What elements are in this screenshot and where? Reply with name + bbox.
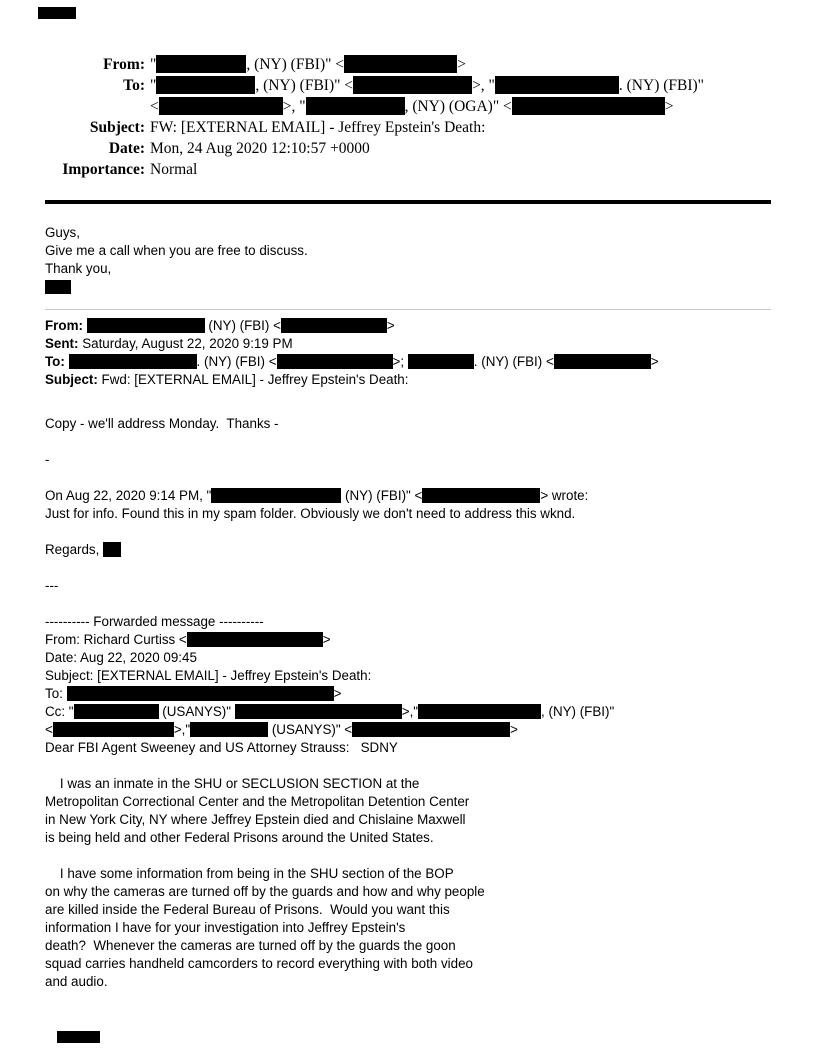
text-line	[45, 353, 771, 371]
text-run: and audio.	[45, 973, 108, 989]
redaction-bar	[422, 488, 540, 503]
text-run: Subject: [EXTERNAL EMAIL] - Jeffrey Epstein's Death:	[45, 667, 372, 683]
text-line	[45, 649, 771, 667]
redaction-bar	[418, 704, 541, 719]
header-label-to: To:	[123, 77, 145, 94]
quoted-email-header	[45, 317, 771, 389]
text-run: >	[664, 98, 674, 115]
text-run: Just for info. Found this in my spam folder. Obviously we don't need to address this wknd.	[45, 505, 576, 521]
header-value-importance	[150, 159, 771, 180]
redaction-bar	[495, 76, 619, 94]
header-divider-rule	[45, 200, 771, 204]
redaction-bar	[353, 76, 472, 94]
text-line	[45, 613, 771, 631]
text-run: >	[457, 56, 466, 73]
text-line	[45, 260, 771, 278]
field-label: Sent:	[45, 335, 83, 351]
header-label-from: From:	[103, 56, 145, 73]
text-line	[45, 901, 771, 919]
text-run: >	[386, 317, 395, 333]
redaction-bar	[352, 722, 510, 737]
redaction-bar	[277, 354, 393, 369]
text-run: in New York City, NY where Jeffrey Epstein died and Chislaine Maxwell	[45, 811, 466, 827]
text-line	[45, 775, 771, 793]
header-value-from	[150, 54, 771, 75]
text-line	[45, 667, 771, 685]
text-run: death? Whenever the cameras are turned off by the guards the goon	[45, 937, 456, 953]
text-run: -	[45, 451, 50, 467]
header-row-from	[45, 54, 771, 75]
email-body	[45, 224, 771, 991]
text-line	[45, 937, 771, 955]
text-line	[45, 919, 771, 937]
redaction-bar	[53, 722, 174, 737]
field-label: From:	[45, 317, 87, 333]
text-line	[45, 955, 771, 973]
text-run: <	[45, 721, 53, 737]
text-line	[45, 973, 771, 991]
text-line	[45, 523, 771, 541]
text-run: On Aug 22, 2020 9:14 PM, "	[45, 487, 212, 503]
email-header-block	[45, 54, 771, 180]
redaction-bar	[87, 318, 205, 333]
text-line	[150, 117, 771, 138]
text-run: >,"	[173, 721, 191, 737]
header-label-date: Date:	[108, 140, 145, 157]
text-line	[45, 865, 771, 883]
text-line	[45, 278, 771, 296]
header-row-importance	[45, 159, 771, 180]
text-line	[45, 242, 771, 260]
text-run: Guys,	[45, 224, 80, 240]
text-run: is being held and other Federal Prisons around the United States.	[45, 829, 434, 845]
redaction-bar	[306, 97, 405, 115]
redaction-mark-top-left	[38, 7, 76, 19]
text-run: , (NY) (FBI)"	[541, 703, 615, 719]
text-line	[45, 469, 771, 487]
header-row-date	[45, 138, 771, 159]
text-run: , (NY) (FBI)" <	[246, 56, 345, 73]
text-run: <	[150, 98, 159, 115]
text-line	[45, 811, 771, 829]
text-line	[45, 685, 771, 703]
text-line	[45, 451, 771, 469]
text-line	[150, 75, 771, 96]
text-run: >, "	[282, 98, 306, 115]
text-run: Thank you,	[45, 260, 112, 276]
redaction-bar	[211, 488, 341, 503]
text-line	[45, 595, 771, 613]
text-run: Fwd: [EXTERNAL EMAIL] - Jeffrey Epstein's Death:	[101, 371, 409, 387]
text-line	[45, 224, 771, 242]
header-value-to	[150, 75, 771, 117]
text-line	[150, 159, 771, 180]
redaction-bar	[156, 55, 246, 73]
text-line	[45, 757, 771, 775]
text-run: I have some information from being in the SHU section of the BOP	[45, 865, 454, 881]
text-run: >	[322, 631, 331, 647]
text-run: "	[150, 77, 157, 94]
header-value-subject	[150, 117, 771, 138]
text-line	[45, 721, 771, 739]
redaction-bar	[67, 686, 334, 701]
redaction-bar	[74, 704, 159, 719]
text-run: ---	[45, 577, 59, 593]
header-value-date	[150, 138, 771, 159]
text-run: (NY) (FBI) <	[204, 317, 281, 333]
text-run: Copy - we'll address Monday. Thanks -	[45, 415, 279, 431]
header-row-to	[45, 75, 771, 117]
text-run: Give me a call when you are free to discuss.	[45, 242, 308, 258]
redaction-bar	[235, 704, 402, 719]
text-run: . (NY) (FBI) <	[473, 353, 554, 369]
text-run: information I have for your investigation into Jeffrey Epstein's	[45, 919, 406, 935]
text-line	[45, 631, 771, 649]
text-line	[150, 138, 771, 159]
redaction-bar	[156, 76, 255, 94]
text-line	[45, 559, 771, 577]
redaction-bar	[512, 97, 665, 115]
text-run: Metropolitan Correctional Center and the Metropolitan Detention Center	[45, 793, 470, 809]
text-run: Normal	[150, 161, 198, 178]
thread-messages	[45, 415, 771, 991]
text-run: (NY) (FBI)" <	[341, 487, 423, 503]
text-line	[150, 54, 771, 75]
redaction-bar	[45, 280, 71, 294]
redaction-bar	[344, 55, 457, 73]
text-run: >	[510, 721, 518, 737]
text-run: >,"	[401, 703, 419, 719]
text-line	[45, 487, 771, 505]
text-run: Saturday, August 22, 2020 9:19 PM	[82, 335, 293, 351]
redaction-bar	[69, 354, 197, 369]
text-line	[45, 335, 771, 353]
text-run: ---------- Forwarded message ----------	[45, 613, 264, 629]
text-run: Cc: "	[45, 703, 74, 719]
text-run: are killed inside the Federal Bureau of Prisons. Would you want this	[45, 901, 450, 917]
text-run: Date: Aug 22, 2020 09:45	[45, 649, 197, 665]
text-line	[45, 505, 771, 523]
redaction-bar	[159, 97, 283, 115]
text-run: I was an inmate in the SHU or SECLUSION SECTION at the	[45, 775, 420, 791]
text-run: (USANYS)" <	[268, 721, 353, 737]
header-row-subject	[45, 117, 771, 138]
redaction-bar	[408, 354, 474, 369]
text-line	[45, 433, 771, 451]
redaction-bar	[190, 722, 268, 737]
text-line	[45, 739, 771, 757]
redaction-bar	[554, 354, 651, 369]
text-line	[45, 371, 771, 389]
text-run: Mon, 24 Aug 2020 12:10:57 +0000	[150, 140, 370, 157]
text-run: >;	[392, 353, 408, 369]
text-run: From: Richard Curtiss <	[45, 631, 187, 647]
header-label-importance: Importance:	[62, 161, 145, 178]
text-line	[45, 541, 771, 559]
text-run: squad carries handheld camcorders to record everything with both video	[45, 955, 473, 971]
text-run: FW: [EXTERNAL EMAIL] - Jeffrey Epstein's Death:	[150, 119, 486, 136]
text-run: >	[333, 685, 342, 701]
text-line	[45, 703, 771, 721]
text-line	[45, 829, 771, 847]
text-run: >, "	[472, 77, 495, 94]
text-run: Dear FBI Agent Sweeney and US Attorney Strauss: SDNY	[45, 739, 398, 755]
text-line	[45, 415, 771, 433]
redaction-bar	[187, 632, 323, 647]
text-line	[45, 317, 771, 335]
text-run: (USANYS)"	[158, 703, 235, 719]
redaction-mark-bottom-left	[57, 1031, 100, 1043]
text-line	[150, 96, 771, 117]
redaction-bar	[281, 318, 387, 333]
text-run: , (NY) (OGA)" <	[404, 98, 512, 115]
text-run: . (NY) (FBI) <	[196, 353, 277, 369]
field-label: Subject:	[45, 371, 102, 387]
text-line	[45, 883, 771, 901]
text-run: "	[150, 56, 157, 73]
text-line	[45, 847, 771, 865]
text-run: on why the cameras are turned off by the guards and how and why people	[45, 883, 485, 899]
redaction-bar	[103, 542, 121, 557]
field-label: To:	[45, 353, 69, 369]
text-run: > wrote:	[540, 487, 589, 503]
quoted-message-divider	[45, 309, 771, 310]
text-line	[45, 577, 771, 595]
text-run: Regards,	[45, 541, 104, 557]
intro-message	[45, 224, 771, 296]
text-line	[45, 793, 771, 811]
text-run: . (NY) (FBI)"	[618, 77, 704, 94]
text-run: , (NY) (FBI)" <	[255, 77, 354, 94]
text-run: To:	[45, 685, 67, 701]
header-label-subject: Subject:	[89, 119, 145, 136]
text-run: >	[650, 353, 659, 369]
